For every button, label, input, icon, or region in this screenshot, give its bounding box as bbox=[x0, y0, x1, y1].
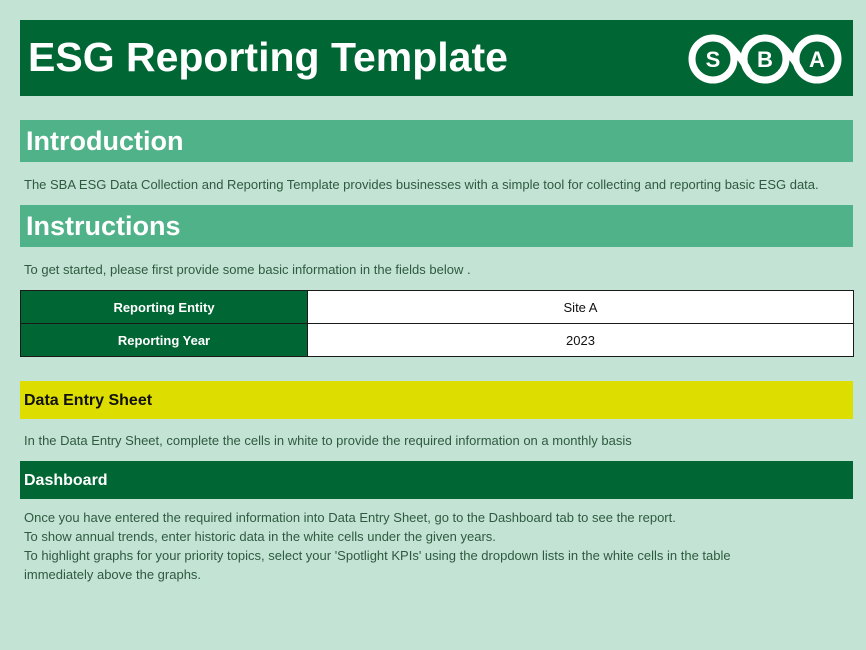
data-entry-heading: Data Entry Sheet bbox=[24, 392, 153, 409]
reporting-year-field[interactable]: 2023 bbox=[308, 324, 854, 357]
page-title: ESG Reporting Template bbox=[28, 34, 508, 80]
introduction-heading: Introduction bbox=[26, 126, 184, 156]
reporting-entity-label: Reporting Entity bbox=[21, 291, 308, 324]
introduction-header bbox=[20, 120, 853, 162]
table-row bbox=[21, 291, 854, 324]
sba-logo bbox=[688, 34, 842, 84]
logo-letter-a: A bbox=[809, 47, 825, 72]
dashboard-line-2: To show annual trends, enter historic data in the white cells under the given years. bbox=[24, 529, 496, 544]
instructions-text: To get started, please first provide some basic information in the fields below . bbox=[24, 262, 471, 277]
data-entry-text: In the Data Entry Sheet, complete the cells in white to provide the required information on a monthly basis bbox=[24, 433, 632, 448]
dashboard-line-1: Once you have entered the required information into Data Entry Sheet, go to the Dashboard tab to see the report. bbox=[24, 510, 676, 525]
dashboard-header bbox=[20, 461, 853, 499]
dashboard-heading: Dashboard bbox=[24, 472, 108, 489]
logo-letter-b: B bbox=[757, 47, 773, 72]
instructions-header bbox=[20, 205, 853, 247]
introduction-text: The SBA ESG Data Collection and Reporting Template provides businesses with a simple tool for collecting and reporting basic ESG data. bbox=[24, 177, 819, 192]
reporting-info-table bbox=[20, 290, 854, 357]
data-entry-header bbox=[20, 381, 853, 419]
table-row bbox=[21, 324, 854, 357]
title-banner bbox=[20, 20, 853, 96]
reporting-entity-field[interactable]: Site A bbox=[308, 291, 854, 324]
instructions-heading: Instructions bbox=[26, 211, 181, 241]
dashboard-line-4: immediately above the graphs. bbox=[24, 567, 202, 582]
logo-letter-s: S bbox=[705, 47, 721, 72]
dashboard-line-3: To highlight graphs for your priority topics, select your 'Spotlight KPIs' using the dropdown lists in the white cells in the table bbox=[24, 548, 731, 563]
reporting-year-label: Reporting Year bbox=[21, 324, 308, 357]
